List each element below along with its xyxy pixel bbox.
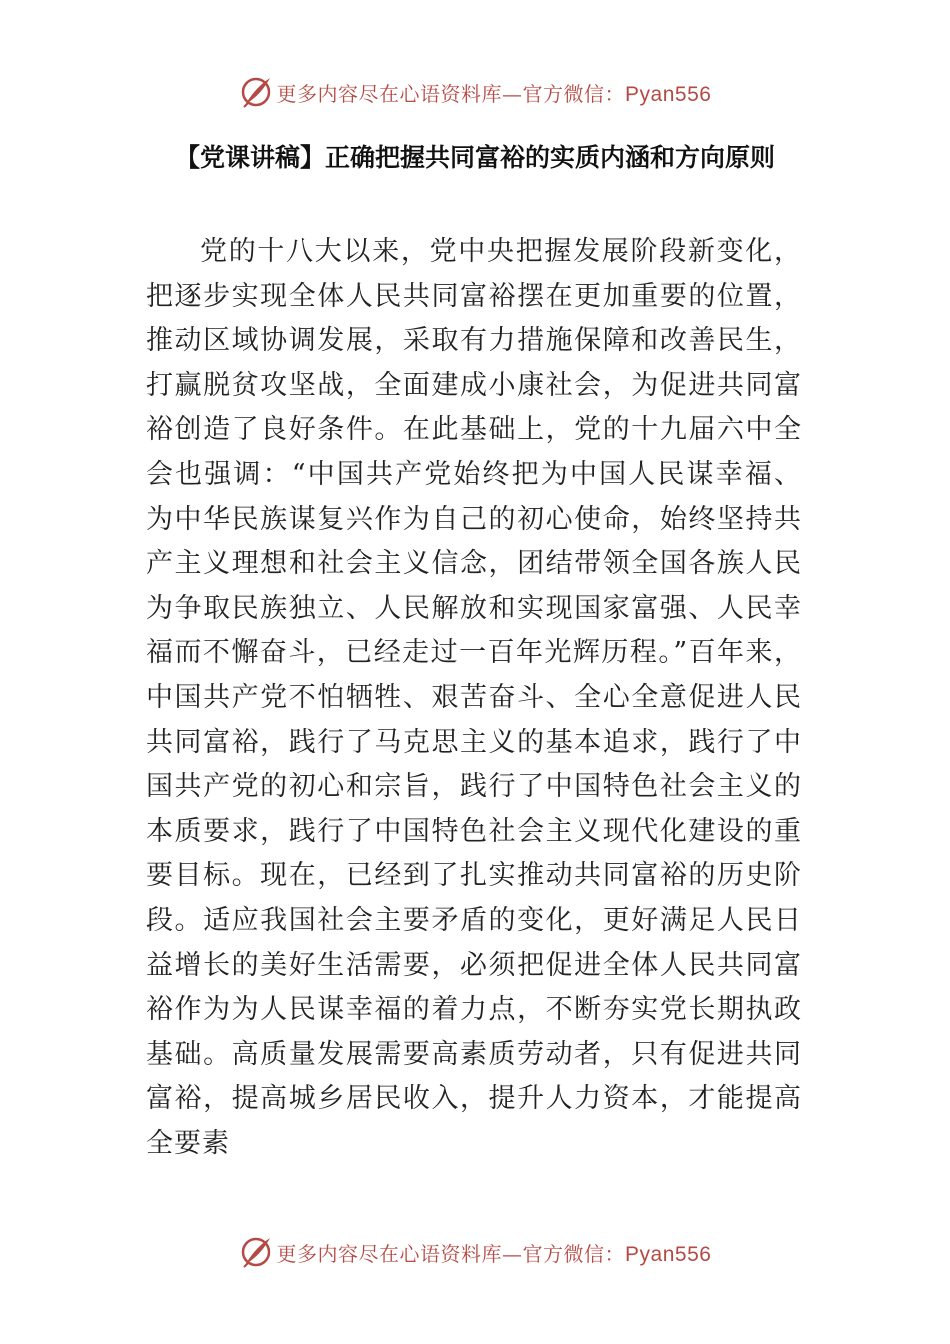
header-banner-label: 更多内容尽在心语资料库—官方微信：: [276, 81, 626, 106]
document-paragraph: 党的十八大以来，党中央把握发展阶段新变化，把逐步实现全体人民共同富裕摆在更加重要的位置，推动区域协调发展，采取有力措施保障和改善民生，打赢脱贫攻坚战，全面建成小康社会，为促进共同富裕创造了良好条件。在此基础上，党的十九届六中全会也强调：“中国共产党始终把为中国人民谋幸福、为中华民族谋复兴作为自己的初心使命，始终坚持共产主义理想和社会主义信念，团结带领全国各族人民为争取民族独立、人民解放和实现国家富强、人民幸福而不懈奋斗，已经走过一百年光辉历程。”百年来，中国共产党不怕牺牲、艰苦奋斗、全心全意促进人民共同富裕，践行了马克思主义的基本追求，践行了中国共产党的初心和宗旨，践行了中国特色社会主义的本质要求，践行了中国特色社会主义现代化建设的重要目标。现在，已经到了扎实推动共同富裕的历史阶段。适应我国社会主要矛盾的变化，更好满足人民日益增长的美好生活需要，必须把促进全体人民共同富裕作为为人民谋幸福的着力点，不断夯实党长期执政基础。高质量发展需要高素质劳动者，只有促进共同富裕，提高城乡居民收入，提升人力资本，才能提高全要素: [146, 236, 802, 1159]
quill-pen-logo-icon: [239, 1235, 273, 1269]
footer-banner-label: 更多内容尽在心语资料库—官方微信：: [276, 1241, 626, 1266]
footer-banner-text: [277, 1238, 712, 1267]
document-title: 【党课讲稿】正确把握共同富裕的实质内涵和方向原则: [174, 143, 775, 172]
footer-banner: [0, 1232, 950, 1272]
header-banner-text: [277, 78, 712, 107]
header-wechat-id: Pyan556: [625, 82, 712, 106]
header-banner: [0, 72, 950, 112]
quill-pen-logo-icon: [239, 75, 273, 109]
footer-wechat-id: Pyan556: [625, 1242, 712, 1266]
